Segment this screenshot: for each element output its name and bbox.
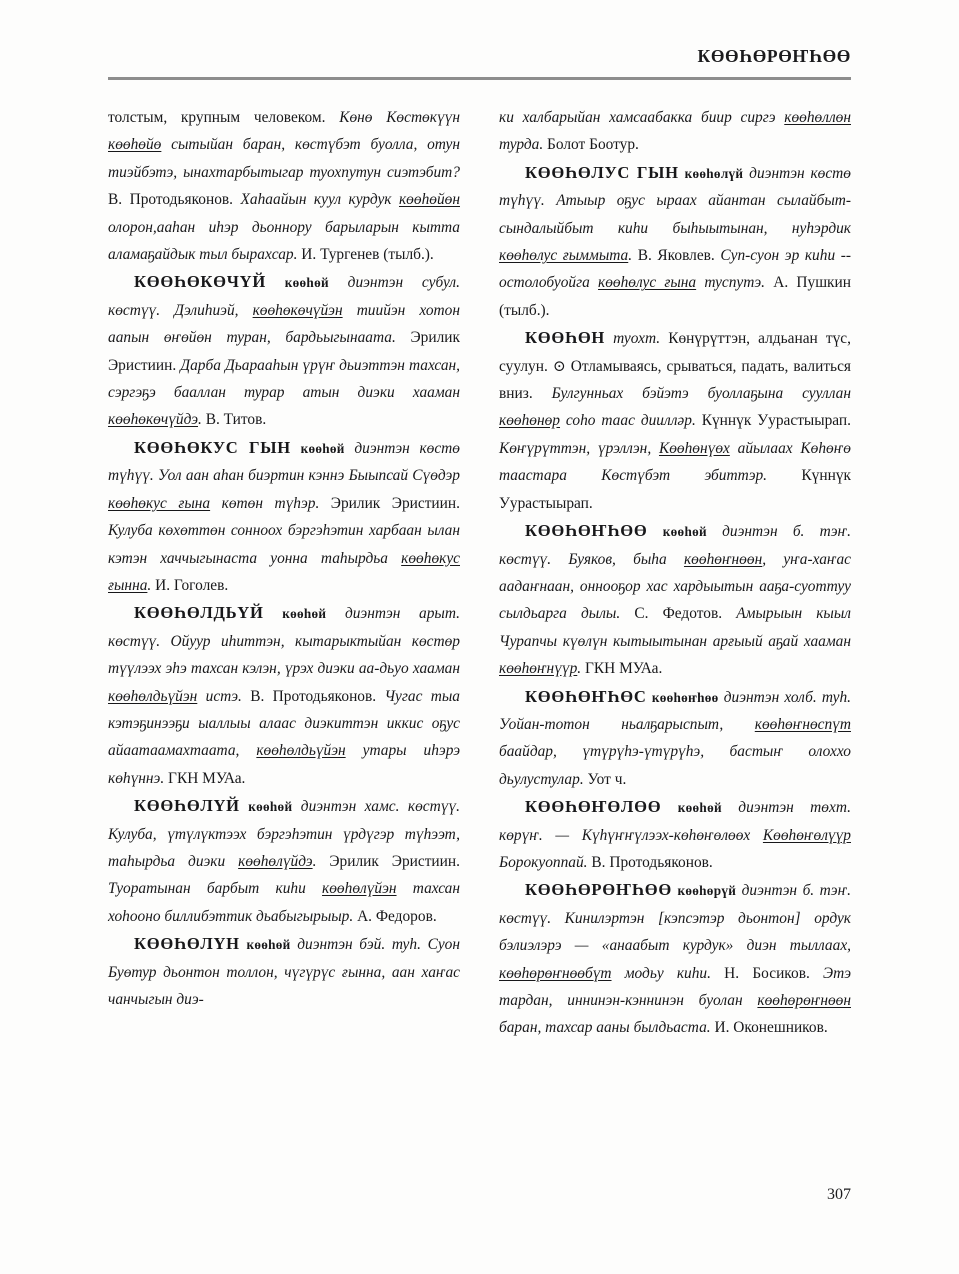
example-text: соһо таас диилләр.: [560, 412, 702, 430]
example-text: диэнтэн төхт. көрүҥ. — Күһүҥҥүлээх-көһөҥөлөөх: [499, 799, 851, 844]
entry-base-form: көөһөй: [300, 440, 345, 456]
source-attribution-text: Көнүрүттэн, алдьанан түс, суулун.: [499, 330, 851, 375]
source-attribution-text: Н. Босиков.: [724, 964, 823, 982]
source-attribution-text: И. Гоголев.: [155, 576, 229, 594]
example-text: Чугас тыа кэтэҕинээҕи ыаллыы алаас диэкиттэн иккис оҕус айаатаамахтаата,: [108, 687, 460, 760]
example-text: Суп-суон эр киһи -- остолобуойга: [499, 247, 851, 292]
source-attribution-text: Отламываясь, срываться, падать, валиться вниз.: [499, 357, 851, 403]
example-text: турда.: [499, 136, 548, 154]
entry-headword: КӨӨҺӨЛУС ГЫН: [525, 162, 679, 182]
example-text: диэнтэн б. тэҥ. көстүү. Буяков, быһа: [499, 523, 851, 568]
source-attribution-text: В. Протодьяконов.: [250, 687, 385, 705]
inflected-form: көөһөкус ғына: [108, 494, 211, 512]
example-text: Көнө Көстөкүүн: [339, 109, 460, 126]
dictionary-entry: [108, 268, 460, 433]
running-head-area: [108, 46, 851, 86]
page-number: 307: [827, 1186, 851, 1203]
dictionary-entry: [499, 324, 851, 517]
example-text: диэнтэн көстө түһүү. Атыыр оҕус ыраах айантан сылайбыт-сындалыйбыт киһи быһыытынан, нуһэрдик: [499, 164, 851, 237]
example-text: .: [197, 411, 206, 429]
dictionary-entry: [108, 599, 460, 792]
example-text: көтөн түһэр.: [210, 494, 331, 512]
source-attribution-text: С. Федотов.: [634, 605, 737, 623]
example-text: утары иһэрэ көһүннэ.: [108, 742, 460, 787]
example-text: диэнтэн бэй. туһ. Суон Буөтур дьонтон толлон, чүгүрүс ғынна, аан хаҥас чанчыгын диэ-: [108, 936, 460, 1008]
source-attribution-text: толстым, крупным человеком.: [108, 109, 340, 126]
source-attribution-text: В. Титов.: [205, 411, 267, 429]
example-text: диэнтэн холб. туһ. Уойан-тотон ньалҕарыспыт,: [499, 688, 851, 733]
inflected-form: көөһөкөчүйдэ: [108, 411, 198, 429]
example-text: Көҥүрүттэн, үрэллэн,: [499, 439, 659, 457]
source-attribution-text: Болот Боотур.: [547, 136, 639, 154]
inflected-form: көөһөйө: [108, 136, 162, 154]
source-attribution-text: В. Протодьяконов.: [591, 853, 713, 871]
dictionary-entry: [108, 792, 460, 930]
source-attribution-text: Эрилик Эристиин.: [329, 852, 460, 870]
translation-marker-icon: ⊙: [552, 357, 566, 375]
dictionary-entry: [499, 159, 851, 324]
entry-headword: КӨӨҺӨКӨЧҮЙ: [134, 272, 266, 292]
source-attribution-text: И. Оконешников.: [714, 1019, 828, 1037]
inflected-form: Көөһөҥөлүүр: [762, 826, 851, 844]
entry-headword: КӨӨҺӨЛҮЙ: [134, 796, 240, 816]
entry-base-form: көөһөй: [246, 937, 291, 953]
example-text: туспутэ.: [696, 274, 774, 292]
example-text: диэнтэн хамс. көстүү. Кулуба, үтүлүктээх бэргэһэтин үрдүгэр түһээт, таһырдьа диэки: [108, 798, 460, 870]
entry-headword: КӨӨҺӨЛДЬҮЙ: [134, 603, 264, 623]
example-text: тахсан хоһооно биллибэттик дьабыгырыыр.: [108, 880, 460, 925]
example-text: сытыйан баран, көстүбэт буолла, отун тиэйбэтэ, ынахтарбытыгар туохпутун сиэтэбит?: [108, 136, 460, 181]
inflected-form: көөһөкус ғынна: [108, 549, 460, 594]
inflected-form: көөһөрөҥнөөбүт: [499, 964, 612, 982]
inflected-form: көөһөҥнүүр: [499, 660, 578, 678]
inflected-form: көөһөрөҥнөөн: [757, 992, 851, 1009]
inflected-form: көөһөҥнөөн: [683, 550, 763, 568]
example-text: модьу киһи.: [611, 964, 725, 982]
inflected-form: көөһөлдьүйэн: [108, 687, 198, 705]
example-text: диэнтэн субул. көстүү. Дэлиһиэй,: [108, 274, 460, 319]
inflected-form: көөһөнөр: [499, 412, 561, 430]
inflected-form: көөһөкөчүйэн: [252, 301, 343, 319]
example-text: Амырыын кыыл Чурапчы күөлүн кытыытынан арғыый аҕай хааман: [499, 605, 851, 650]
entry-headword: КӨӨҺӨРӨҤҺӨӨ: [525, 880, 672, 900]
example-text: Этэ тардан, иннинэн-кэннинэн буолан: [499, 964, 851, 1009]
source-attribution-text: Күннүк Уурастыырап.: [499, 467, 851, 512]
source-attribution-text: В. Протодьяконов.: [108, 191, 241, 209]
entry-base-form: көөһөҥһөө: [651, 689, 719, 705]
example-text: .: [312, 852, 330, 870]
example-text: диэнтэн көстө түһүү. Уол аан аһан биэртин кэннэ Быыпсай Сүөдэр: [108, 439, 460, 485]
inflected-form: көөһөлдьүйэн: [256, 742, 346, 760]
column-left: [108, 104, 460, 1174]
dictionary-entry: [108, 434, 460, 599]
example-text: тиийэн хотон ааnын өҥөйөн туран, бардьыгынаата.: [108, 301, 460, 347]
column-right: [499, 104, 851, 1174]
inflected-form: көөһөлус ғына: [598, 274, 697, 292]
entry-base-form: көөһөй: [248, 799, 293, 815]
example-text: , уҥа-хаҥас аадаҥнаан, оннооҕор хас хардыытын ааҕа-суоттуу сылдьарга дылы.: [499, 550, 851, 623]
dictionary-entry: [499, 683, 851, 794]
example-text: Дарба Дьарааһын үрүҥ дьиэттэн тахсан, сэргэҕэ бааллан турар атын диэки хааман: [108, 356, 460, 402]
example-text: Хаһаайын куул курдук: [240, 191, 399, 209]
source-attribution-text: Уот ч.: [587, 770, 627, 788]
source-attribution-text: А. Федоров.: [357, 907, 437, 925]
example-text: Кулуба көхөттөн сонноох бэргэһэтин харбаан ылан кэтэн хаччыгынаста уонна таһырдьа: [108, 522, 460, 567]
example-text: туохт.: [613, 330, 669, 348]
dictionary-entry: [499, 517, 851, 682]
source-attribution-text: Эрилик Эристиин.: [330, 494, 460, 512]
paragraph-continuation: [499, 104, 851, 159]
source-attribution-text: Эрилик Эристиин.: [108, 329, 460, 374]
source-attribution-text: Күннүк Уурастыырап.: [701, 412, 852, 430]
entry-headword: КӨӨҺӨН: [525, 328, 606, 348]
entry-base-form: көөһөй: [662, 524, 707, 540]
source-attribution-text: В. Яковлев.: [637, 247, 721, 265]
inflected-form: көөһөҥнөспүт: [754, 715, 851, 733]
example-text: баайдар, үтүрүһэ-үтүрүһэ, бастыҥ олоххо дьулустулар.: [499, 743, 851, 788]
dictionary-entry: [108, 930, 460, 1013]
entry-base-form: көөһөй: [282, 606, 327, 622]
inflected-form: көөһөллөн: [784, 109, 851, 126]
example-text: олорон,ааһан иһэр дьоннору барыларын кытта аламаҕайдык тыл быраxсар.: [108, 218, 460, 264]
example-text: истэ.: [197, 687, 251, 705]
source-attribution-text: ГКН МУАа.: [584, 660, 663, 678]
inflected-form: Көөһөнүөх: [658, 439, 730, 457]
header-rule: [108, 77, 851, 80]
entry-headword: КӨӨҺӨКУС ГЫН: [134, 437, 291, 457]
entry-headword: КӨӨҺӨҤҺӨС: [525, 686, 647, 706]
text-body: [108, 104, 851, 1174]
inflected-form: көөһөйөн: [398, 191, 460, 209]
entry-base-form: көөһөрүй: [677, 883, 737, 899]
entry-headword: КӨӨҺӨҤӨЛӨӨ: [525, 797, 662, 817]
inflected-form: көөһөлус ғыммыта: [499, 247, 629, 265]
source-attribution-text: А. Пушкин (тылб.).: [499, 274, 851, 319]
source-attribution-text: И. Тургенев (тылб.).: [301, 246, 434, 264]
example-text: айылаах Көһөҥө таастара Көстүбэт эбиттэр.: [499, 439, 851, 485]
example-text: диэнтэн арыт. көстүү. Ойуур иһиттэн, кытарыктыйан көстөр түүлээх эһэ тахсан кэлэн, үрэх диэки аа-дьуо хааман: [108, 605, 460, 678]
entry-headword: КӨӨҺӨЛҮН: [134, 934, 240, 954]
inflected-form: көөһөлүйдэ: [238, 852, 313, 870]
example-text: Туоратынан барбыт киһи: [108, 880, 323, 898]
example-text: диэнтэн б. тэҥ. көстүү. Кинилэртэн [кэпсэтэр дьонтон] ордук бэлиэлэрэ — «анаабыт курдук» диэн тыллаах,: [499, 882, 851, 955]
entry-base-form: көөһөлүй: [684, 165, 744, 181]
example-text: Булгунньах бэйэтэ буоллаҕына сууллан: [551, 385, 851, 403]
dictionary-entry: [499, 876, 851, 1041]
inflected-form: көөһөлүйэн: [322, 880, 397, 898]
example-text: .: [147, 576, 156, 594]
example-text: баран, тахсар ааны былдьаста.: [499, 1019, 715, 1037]
dictionary-entry: [499, 793, 851, 876]
entry-headword: КӨӨҺӨҤҺӨӨ: [525, 521, 648, 541]
source-attribution-text: ГКН МУАа.: [168, 769, 246, 787]
paragraph-continuation: [108, 104, 460, 268]
example-text: ки халбарыйан хамсаабакка биир сиргэ: [499, 109, 785, 126]
entry-base-form: көөһөй: [284, 275, 329, 291]
example-text: .: [577, 660, 585, 678]
example-text: Борокуоппай.: [499, 853, 592, 871]
running-head: КӨӨҺӨРӨҤҺӨӨ: [697, 46, 851, 66]
example-text: .: [628, 247, 638, 265]
entry-base-form: көөһөй: [677, 800, 722, 816]
